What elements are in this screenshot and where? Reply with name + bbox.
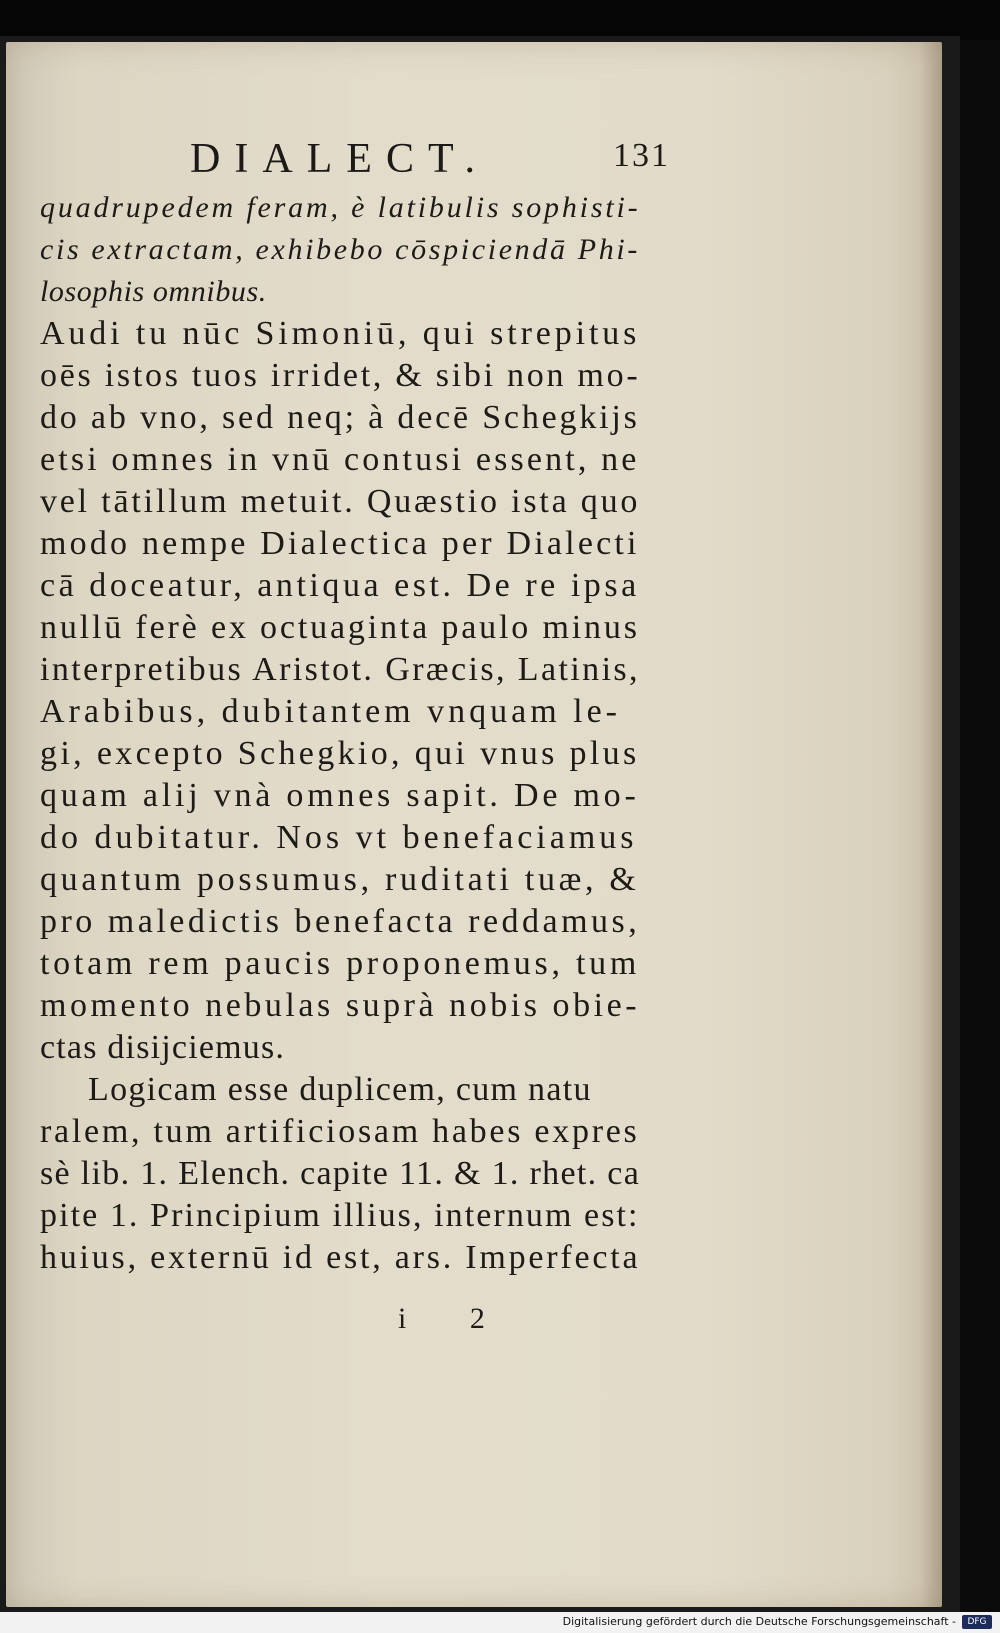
text-line: quam alij vnà omnes sapit. De mo- — [40, 777, 640, 814]
body-text — [40, 187, 680, 1279]
text-line: ralem, tum artificiosam habes expres — [40, 1113, 640, 1150]
text-line: pite 1. Principium illius, internum est: — [40, 1197, 640, 1234]
dfg-logo: DFG — [962, 1615, 992, 1629]
text-line: cā doceatur, antiqua est. De re ipsa — [40, 567, 640, 604]
page-number: 131 — [613, 137, 670, 174]
running-head: DIALECT. — [190, 136, 490, 182]
page-header — [190, 135, 670, 195]
page-edge-shadow — [920, 42, 942, 1607]
text-line: oēs istos tuos irridet, & sibi non mo- — [40, 357, 641, 394]
text-line: ctas disijciemus. — [40, 1029, 286, 1066]
text-line: nullū ferè ex octuaginta paulo minus — [40, 609, 640, 646]
text-line: totam rem paucis proponemus, tum — [40, 945, 641, 982]
scan-top-border — [0, 0, 1000, 40]
text-line: quantum possumus, ruditati tuæ, & — [40, 861, 640, 898]
text-line: sè lib. 1. Elench. capite 11. & 1. rhet. ca — [40, 1155, 641, 1192]
text-line: quadrupedem feram, è latibulis sophisti- — [40, 191, 641, 224]
text-line: cis extractam, exhibebo cōspiciendā Phi- — [40, 233, 641, 266]
text-line: interpretibus Aristot. Græcis, Latinis, — [40, 651, 640, 688]
signature-mark: i 2 — [398, 1302, 513, 1335]
text-line: Logicam esse duplicem, cum natu — [88, 1071, 592, 1108]
text-line: Audi tu nūc Simoniū, qui strepitus — [40, 315, 641, 352]
text-line: modo nempe Dialectica per Dialecti — [40, 525, 640, 562]
text-line: pro maledictis benefacta reddamus, — [40, 903, 641, 940]
text-line: do ab vno, sed neq; à decē Schegkijs — [40, 399, 640, 436]
footer-bar — [0, 1612, 1000, 1633]
text-line: momento nebulas suprà nobis obie- — [40, 987, 641, 1024]
text-line: huius, externū id est, ars. Imperfecta — [40, 1239, 641, 1276]
text-line: do dubitatur. Nos vt benefaciamus — [40, 819, 638, 856]
funding-credit: Digitalisierung gefördert durch die Deutsche Forschungsgemeinschaft - — [562, 1615, 956, 1628]
text-line: Arabibus, dubitantem vnquam le- — [40, 693, 622, 730]
text-line: etsi omnes in vnū contusi essent, ne — [40, 441, 640, 478]
text-line: gi, excepto Schegkio, qui vnus plus — [40, 735, 640, 772]
text-line: losophis omnibus. — [40, 275, 267, 308]
text-line: vel tātillum metuit. Quæstio ista quo — [40, 483, 641, 520]
